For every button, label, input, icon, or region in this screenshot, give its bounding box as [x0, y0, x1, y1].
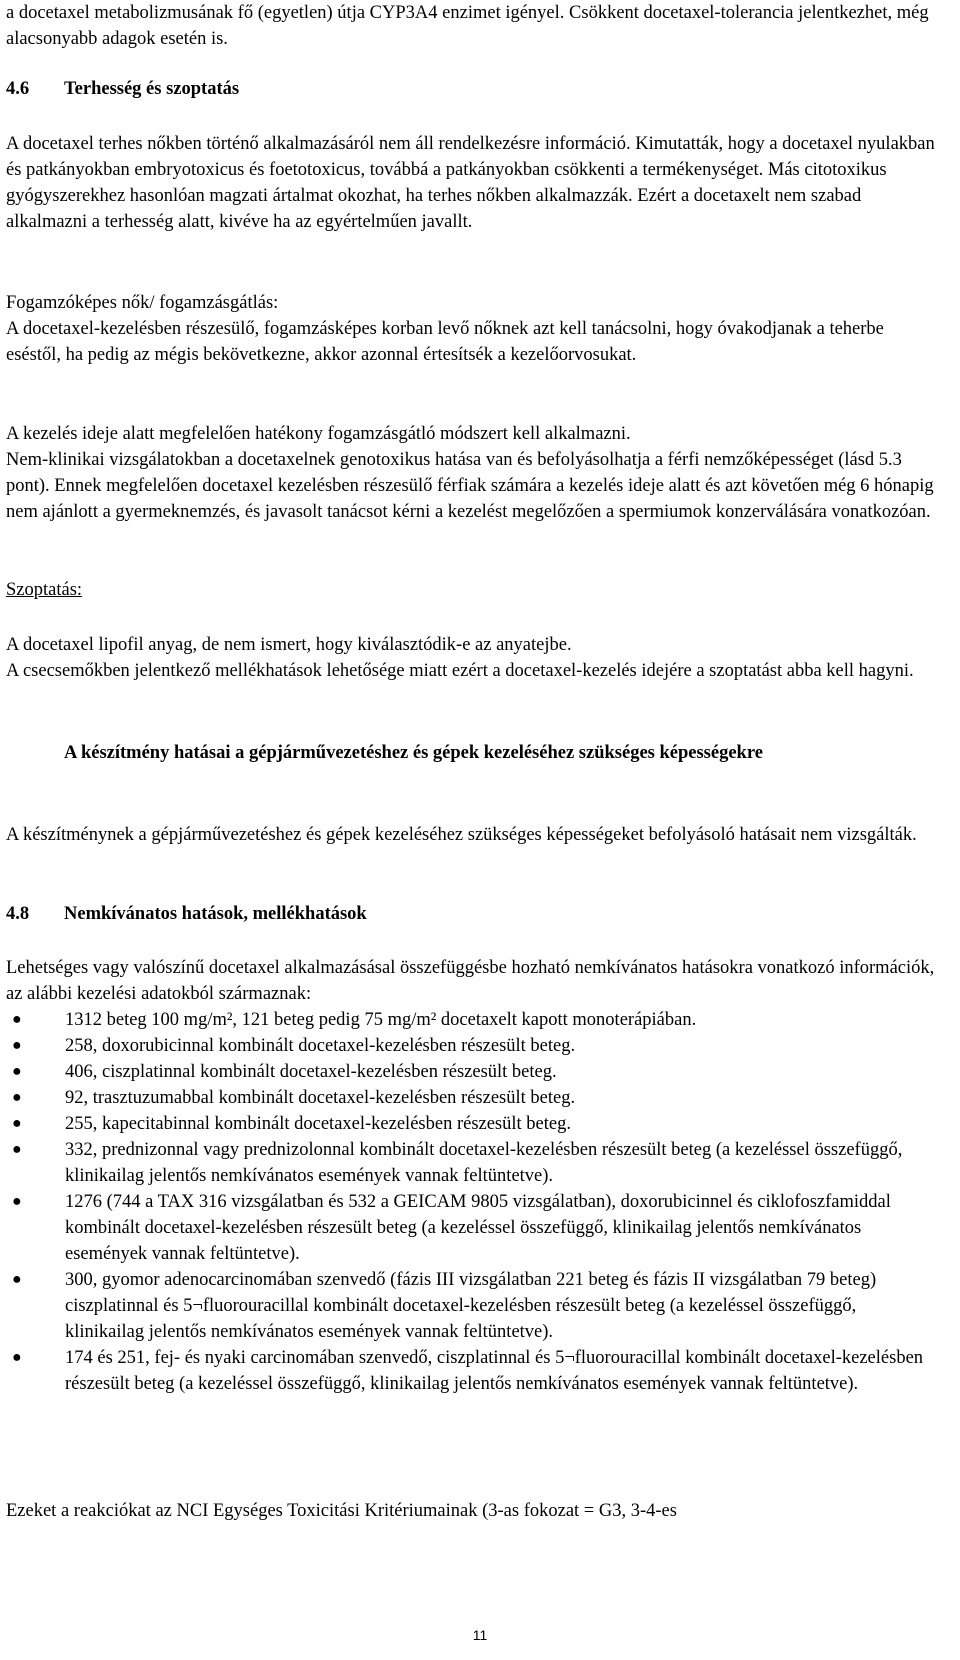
- list-item: ● 258, doxorubicinnal kombinált docetaxel-kezelésben részesült beteg.: [6, 1033, 936, 1059]
- contraception-subheading: Fogamzóképes nők/ fogamzásgátlás:: [6, 293, 279, 313]
- section-title: A készítmény hatásai a gépjárművezetéshez és gépek kezeléséhez szükséges képességekre: [64, 743, 763, 763]
- section-title: Terhesség és szoptatás: [64, 79, 240, 99]
- list-item: ● 332, prednizonnal vagy prednizolonnal kombinált docetaxel-kezelésben részesült beteg (a kezeléssel összefüggő, klinikailag jelentős nemkívánatos események vannak feltüntetve).: [6, 1137, 936, 1189]
- breastfeeding-subheading: Szoptatás:: [6, 580, 83, 600]
- section-title: Nemkívánatos hatások, mellékhatások: [64, 904, 367, 924]
- bullet-icon: ●: [12, 1037, 22, 1054]
- list-item: ● 300, gyomor adenocarcinomában szenvedő (fázis III vizsgálatban 221 beteg és fázis II vizsgálatban 79 beteg) ciszplatinnal és 5¬fluorouracillal kombinált docetaxel-kezelésben részesült beteg (a kezeléssel összefüggő, klinikailag jelentős nemkívánatos események vannak feltüntetve).: [6, 1267, 936, 1345]
- intro-paragraph: a docetaxel metabolizmusának fő (egyetlen) útja CYP3A4 enzimet igényel. Csökkent docetaxel-tolerancia jelentkezhet, még alacsonyabb adagok esetén is.: [6, 3, 929, 49]
- male-fertility-paragraph: Nem-klinikai vizsgálatokban a docetaxelnek genotoxikus hatása van és befolyásolhatja a férfi nemzőképességet (lásd 5.3 pont). Ennek megfelelően docetaxel kezelésben részesülő férfiak számára a kezelés ideje alatt és azt követően még 6 hónapig nem ajánlott a gyermeknemzés, és javasolt tanácsot kérni a kezelést megelőzően a spermiumok konzerválására vonatkozóan.: [6, 450, 934, 522]
- bullet-icon: ●: [12, 1349, 22, 1366]
- bullet-icon: ●: [12, 1063, 22, 1080]
- breastfeeding-line-1: A docetaxel lipofil anyag, de nem ismert, hogy kiválasztódik-e az anyatejbe.: [6, 635, 572, 655]
- list-item: ● 174 és 251, fej- és nyaki carcinomában szenvedő, ciszplatinnal és 5¬fluorouracillal kombinált docetaxel-kezelésben részesült beteg (a kezeléssel összefüggő, klinikailag jelentős nemkívánatos események vannak feltüntetve).: [6, 1345, 936, 1397]
- contraception-method-line: A kezelés ideje alatt megfelelően hatékony fogamzásgátló módszert kell alkalmazni.: [6, 424, 631, 444]
- last-line: Ezeket a reakciókat az NCI Egységes Toxicitási Kritériumainak (3-as fokozat = G3, 3-4-es: [6, 1501, 677, 1521]
- list-item: ● 406, ciszplatinnal kombinált docetaxel-kezelésben részesült beteg.: [6, 1059, 936, 1085]
- bullet-icon: ●: [12, 1089, 22, 1106]
- list-item: ● 1276 (744 a TAX 316 vizsgálatban és 532 a GEICAM 9805 vizsgálatban), doxorubicinnel és ciklofoszfamiddal kombinált docetaxel-kezelésben részesült beteg (a kezeléssel összefüggő, klinikailag jelentős nemkívánatos események vannak feltüntetve).: [6, 1189, 936, 1267]
- page-number: 11: [472, 1627, 488, 1643]
- list-item: ● 255, kapecitabinnal kombinált docetaxel-kezelésben részesült beteg.: [6, 1111, 936, 1137]
- list-item: ● 1312 beteg 100 mg/m², 121 beteg pedig 75 mg/m² docetaxelt kapott monoterápiában.: [6, 1007, 936, 1033]
- section-4-7-heading: [6, 740, 936, 766]
- adverse-effects-paragraph: Lehetséges vagy valószínű docetaxel alkalmazásásal összefüggésbe hozható nemkívánatos hatásokra vonatkozó információk, az alábbi kezelési adatokból származnak:: [6, 958, 935, 1004]
- breastfeeding-paragraph: A csecsemőkben jelentkező mellékhatások lehetősége miatt ezért a docetaxel-kezelés idejére a szoptatást abba kell hagyni.: [6, 661, 914, 681]
- contraception-paragraph: A docetaxel-kezelésben részesülő, fogamzásképes korban levő nőknek azt kell tanácsolni, hogy óvakodjanak a teherbe eséstől, ha pedig az mégis bekövetkezne, akkor azonnal értesítsék a kezelőorvosukat.: [6, 319, 884, 365]
- section-4-8-heading: [6, 901, 936, 927]
- driving-paragraph: A készítménynek a gépjárművezetéshez és gépek kezeléséhez szükséges képességeket befolyásoló hatásait nem vizsgálták.: [6, 825, 917, 845]
- bullet-icon: ●: [12, 1011, 22, 1028]
- pregnancy-paragraph: A docetaxel terhes nőkben történő alkalmazásáról nem áll rendelkezésre információ. Kimutatták, hogy a docetaxel nyulakban és patkányokban embryotoxicus és foetotoxicus, továbbá a patkányokban csökkenti a termékenységet. Más citotoxikus gyógyszerekhez hasonlóan magzati ártalmat okozhat, ha terhes nőkben alkalmazzák. Ezért a docetaxelt nem szabad alkalmazni a terhesség alatt, kivéve ha az egyértelműen javallt.: [6, 134, 935, 232]
- section-number: 4.8: [6, 904, 30, 924]
- section-number: [6, 740, 64, 766]
- bullet-icon: ●: [12, 1141, 22, 1158]
- bullet-icon: ●: [12, 1271, 22, 1288]
- section-4-6-heading: [6, 76, 936, 102]
- section-number: 4.6: [6, 79, 30, 99]
- treatment-data-list: [6, 1007, 936, 1397]
- bullet-icon: ●: [12, 1115, 22, 1132]
- list-item: ● 92, trasztuzumabbal kombinált docetaxel-kezelésben részesült beteg.: [6, 1085, 936, 1111]
- bullet-icon: ●: [12, 1193, 22, 1210]
